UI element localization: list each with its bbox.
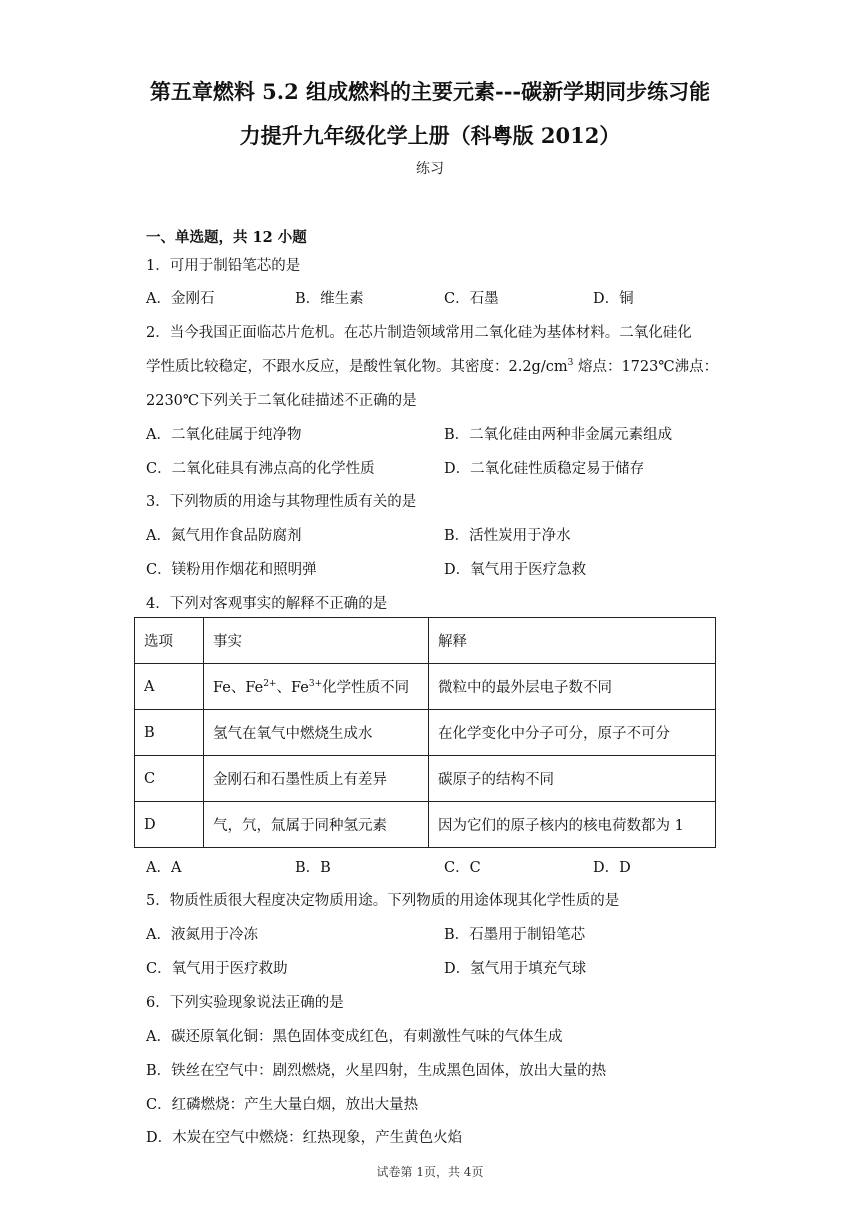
document-subtitle: 练习	[416, 161, 444, 177]
question-4-option-b: B．B	[295, 860, 331, 876]
table-cell: 碳原子的结构不同	[429, 756, 716, 802]
table-header-row	[135, 618, 716, 664]
table-cell: 金刚石和石墨性质上有差异	[204, 756, 429, 802]
question-4-option-c: C．C	[444, 860, 481, 876]
table-header-cell: 事实	[204, 618, 429, 664]
table-cell: Fe、$Fe^{2+}$、$Fe^{3+}$化学性质不同	[204, 664, 429, 710]
question-3-option-d: D．氧气用于医疗急救	[444, 562, 587, 578]
table-header-cell: 选项	[135, 618, 204, 664]
question-2-option-b: B．二氧化硅由两种非金属元素组成	[444, 427, 673, 443]
table-row	[135, 664, 716, 710]
facts-table	[134, 617, 716, 848]
table-row	[135, 710, 716, 756]
table-cell: 微粒中的最外层电子数不同	[429, 664, 716, 710]
question-1-option-d: D．铜	[593, 291, 634, 307]
question-4-stem: 4．下列对客观事实的解释不正确的是	[146, 596, 388, 612]
table-cell: C	[135, 756, 204, 802]
table-cell: B	[135, 710, 204, 756]
question-3-option-a: A．氮气用作食品防腐剂	[146, 528, 302, 544]
question-5-stem: 5．物质性质很大程度决定物质用途。下列物质的用途体现其化学性质的是	[146, 893, 620, 909]
table-cell: 因为它们的原子核内的核电荷数都为 1	[429, 802, 716, 848]
question-3-option-b: B．活性炭用于净水	[444, 528, 571, 544]
question-2-stem-line-1: 2．当今我国正面临芯片危机。在芯片制造领域常用二氧化硅为基体材料。二氧化硅化	[146, 325, 692, 341]
question-1-stem: 1．可用于制铅笔芯的是	[146, 258, 301, 274]
table-cell: 氢气在氧气中燃烧生成水	[204, 710, 429, 756]
table-cell: 气，氕，氚属于同种氢元素	[204, 802, 429, 848]
question-4-option-a: A．A	[146, 860, 182, 876]
question-3-option-c: C．镁粉用作烟花和照明弹	[146, 562, 317, 578]
table-row	[135, 802, 716, 848]
table-header-cell: 解释	[429, 618, 716, 664]
question-6-option-b: B．铁丝在空气中：剧烈燃烧，火星四射，生成黑色固体，放出大量的热	[146, 1063, 607, 1079]
question-6-option-c: C．红磷燃烧：产生大量白烟，放出大量热	[146, 1097, 419, 1113]
question-4-option-d: D．D	[593, 860, 631, 876]
document-title-line-1: 第五章燃料 5.2 组成燃料的主要元素---碳新学期同步练习能	[149, 79, 711, 104]
table-cell: A	[135, 664, 204, 710]
question-5-option-d: D．氢气用于填充气球	[444, 961, 587, 977]
question-1-option-c: C．石墨	[444, 291, 499, 307]
page-footer: 试卷第 1页，共 4页	[376, 1165, 484, 1179]
question-2-option-c: C．二氧化硅具有沸点高的化学性质	[146, 461, 375, 477]
question-5-option-c: C．氧气用于医疗救助	[146, 961, 288, 977]
question-2-stem-line-3: 2230℃下列关于二氧化硅描述不正确的是	[146, 393, 417, 409]
table-cell: D	[135, 802, 204, 848]
question-6-option-a: A．碳还原氧化铜：黑色固体变成红色，有刺激性气味的气体生成	[146, 1029, 563, 1045]
question-2-option-a: A．二氧化硅属于纯净物	[146, 427, 302, 443]
document-title-line-2: 力提升九年级化学上册（科粤版 2012）	[239, 123, 621, 148]
section-heading: 一、单选题，共 12 小题	[146, 229, 307, 246]
question-6-stem: 6．下列实验现象说法正确的是	[146, 995, 344, 1011]
question-1-option-b: B．维生素	[295, 291, 364, 307]
question-6-option-d: D．木炭在空气中燃烧：红热现象，产生黄色火焰	[146, 1130, 463, 1146]
question-2-stem-line-2: 学性质比较稳定，不跟水反应，是酸性氧化物。其密度：$2.2g/cm^3$ 熔点：1723℃沸点：	[146, 358, 719, 375]
question-5-option-b: B．石墨用于制铅笔芯	[444, 927, 586, 943]
question-1-option-a: A．金刚石	[146, 291, 215, 307]
question-3-stem: 3．下列物质的用途与其物理性质有关的是	[146, 494, 417, 510]
table-row	[135, 756, 716, 802]
question-2-option-d: D．二氧化硅性质稳定易于储存	[444, 461, 645, 477]
question-5-option-a: A．液氮用于冷冻	[146, 927, 258, 943]
table-cell: 在化学变化中分子可分，原子不可分	[429, 710, 716, 756]
